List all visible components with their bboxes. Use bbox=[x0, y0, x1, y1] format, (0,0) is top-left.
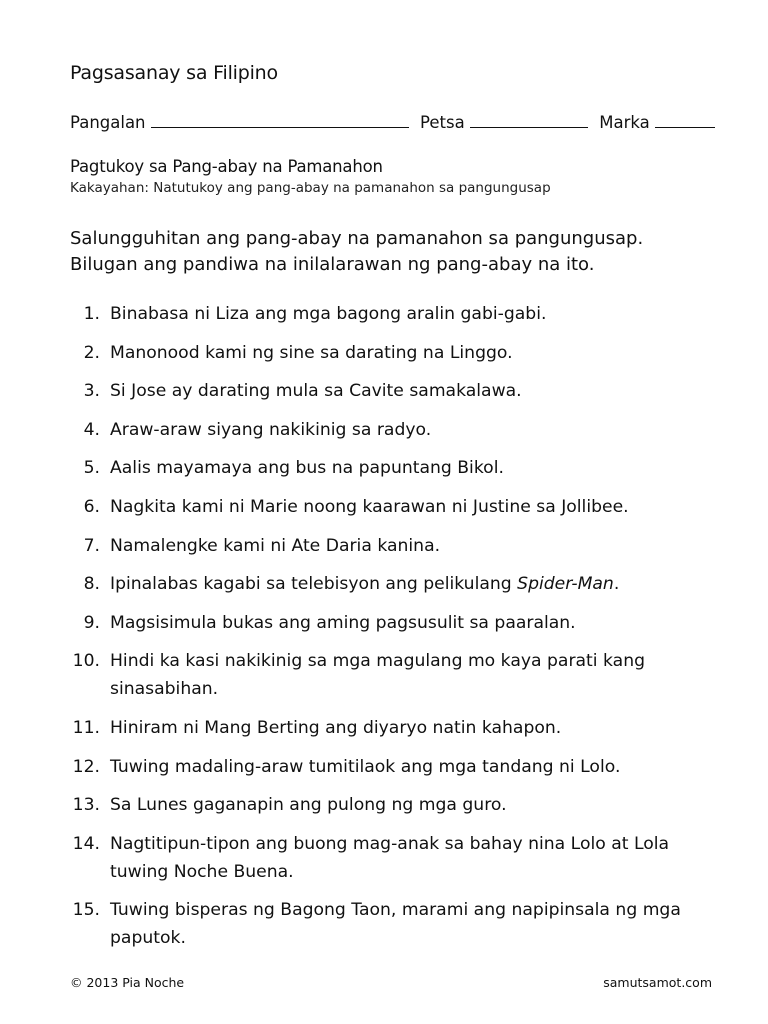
item-text: Manonood kami ng sine sa darating na Linggo. bbox=[110, 342, 513, 363]
item-text: Araw-araw siyang nakikinig sa radyo. bbox=[110, 419, 432, 440]
item-number: 2. bbox=[83, 342, 100, 363]
exercise-item bbox=[68, 791, 728, 819]
item-text: Si Jose ay darating mula sa Cavite samakalawa. bbox=[110, 381, 522, 402]
exercise-item bbox=[68, 609, 728, 637]
score-blank[interactable] bbox=[655, 113, 715, 128]
item-text: Sa Lunes gaganapin ang pulong ng mga guro. bbox=[110, 795, 507, 816]
skill-description: Kakayahan: Natutukoy ang pang-abay na pamanahon sa pangungusap bbox=[70, 180, 551, 196]
item-text: Nagkita kami ni Marie noong kaarawan ni Justine sa Jollibee. bbox=[110, 496, 629, 517]
item-text: Magsisimula bukas ang aming pagsusulit sa paaralan. bbox=[110, 612, 576, 633]
item-text: Tuwing bisperas ng Bagong Taon, marami ang napipinsala ng mga paputok. bbox=[110, 900, 681, 949]
item-number: 13. bbox=[72, 795, 100, 816]
item-number: 5. bbox=[83, 458, 100, 479]
item-number: 8. bbox=[83, 574, 100, 595]
item-text bbox=[110, 570, 728, 598]
exercise-item bbox=[68, 830, 728, 886]
date-label: Petsa bbox=[420, 113, 465, 132]
item-number: 15. bbox=[72, 900, 100, 921]
instruction-line-2: Bilugan ang pandiwa na inilalarawan ng pang-abay na ito. bbox=[70, 254, 595, 275]
item-text: Tuwing madaling-araw tumitilaok ang mga tandang ni Lolo. bbox=[110, 756, 621, 777]
date-blank[interactable] bbox=[470, 113, 588, 128]
exercise-item bbox=[68, 300, 728, 328]
website-credit[interactable]: samutsamot.com bbox=[603, 975, 712, 990]
item-text: Nagtitipun-tipon ang buong mag-anak sa bahay nina Lolo at Lola tuwing Noche Buena. bbox=[110, 833, 670, 882]
item-text: Namalengke kami ni Ate Daria kanina. bbox=[110, 535, 441, 556]
item-text-before: Ipinalabas kagabi sa telebisyon ang pelikulang bbox=[110, 574, 518, 595]
item-number: 3. bbox=[83, 381, 100, 402]
item-number: 14. bbox=[72, 833, 100, 854]
name-label: Pangalan bbox=[70, 113, 146, 132]
item-text: Hiniram ni Mang Berting ang diyaryo natin kahapon. bbox=[110, 717, 562, 738]
instruction-line-1: Salungguhitan ang pang-abay na pamanahon sa pangungusap. bbox=[70, 228, 644, 249]
worksheet-title: Pagsasanay sa Filipino bbox=[70, 62, 278, 84]
item-number: 1. bbox=[83, 304, 100, 324]
lesson-title: Pagtukoy sa Pang-abay na Pamanahon bbox=[70, 157, 383, 176]
item-text-after: . bbox=[613, 574, 620, 595]
item-number: 4. bbox=[83, 419, 100, 440]
movie-title: Spider-Man bbox=[517, 574, 614, 595]
item-number: 12. bbox=[72, 756, 100, 777]
exercise-item bbox=[68, 416, 728, 444]
name-blank[interactable] bbox=[151, 113, 409, 128]
exercise-item bbox=[68, 339, 728, 367]
exercise-item bbox=[68, 896, 728, 952]
item-number: 6. bbox=[83, 496, 100, 517]
item-text: Aalis mayamaya ang bus na papuntang Bikol. bbox=[110, 458, 504, 479]
exercise-list bbox=[68, 300, 728, 963]
student-info-line bbox=[70, 113, 720, 132]
item-number: 10. bbox=[72, 651, 100, 672]
exercise-item bbox=[68, 532, 728, 560]
score-label: Marka bbox=[599, 113, 650, 132]
instructions bbox=[70, 226, 720, 278]
exercise-item bbox=[68, 493, 728, 521]
exercise-item bbox=[68, 714, 728, 742]
item-text: Binabasa ni Liza ang mga bagong aralin gabi-gabi. bbox=[110, 304, 547, 324]
item-text: Hindi ka kasi nakikinig sa mga magulang mo kaya parati kang sinasabihan. bbox=[110, 651, 646, 700]
copyright-notice: © 2013 Pia Noche bbox=[70, 975, 185, 990]
exercise-item bbox=[68, 377, 728, 405]
exercise-item bbox=[68, 454, 728, 482]
item-number: 9. bbox=[83, 612, 100, 633]
exercise-item bbox=[68, 753, 728, 781]
item-number: 11. bbox=[72, 717, 100, 738]
item-number: 7. bbox=[83, 535, 100, 556]
exercise-item bbox=[68, 647, 728, 703]
exercise-item bbox=[68, 570, 728, 598]
